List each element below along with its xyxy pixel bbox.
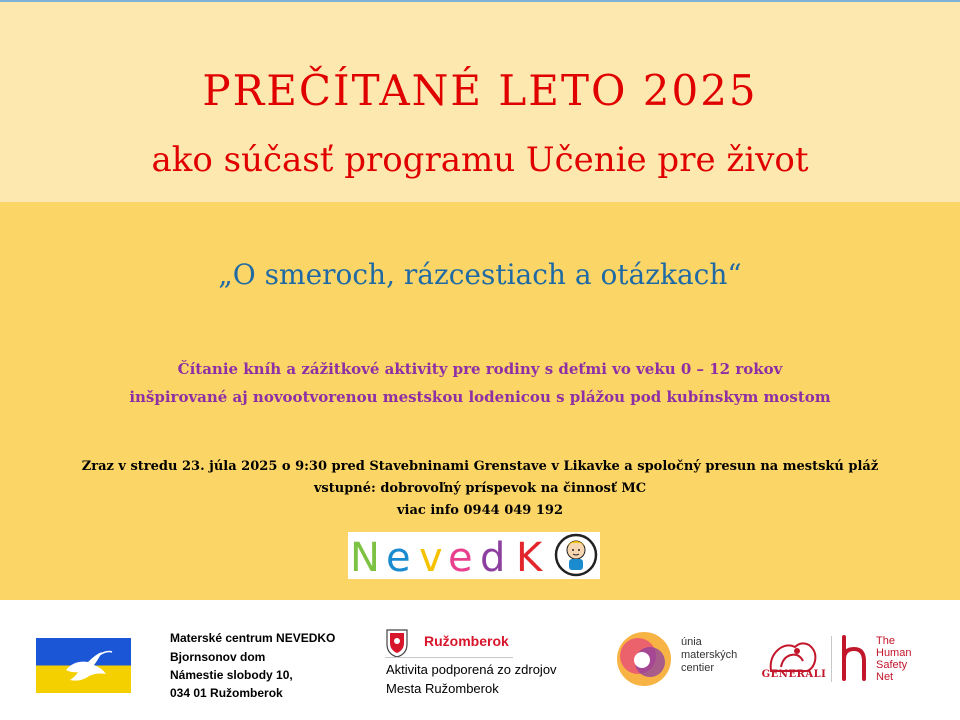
logo-letter-k: K: [516, 535, 543, 579]
address-line-2: Bjornsonov dom: [170, 650, 266, 664]
address-line-1: Materské centrum NEVEDKO: [170, 631, 336, 645]
unia-text-2: materských: [681, 649, 738, 661]
human-safety-net-icon: [838, 633, 870, 683]
logo-letter-v: v: [419, 535, 443, 579]
nevedko-child-icon: [556, 535, 596, 575]
event-theme-quote: „O smeroch, rázcestiach a otázkach“: [218, 258, 742, 291]
city-logo-label: Ružomberok: [424, 633, 509, 649]
meeting-info: Zraz v stredu 23. júla 2025 o 9:30 pred Stavebninami Grenstave v Likavke a spoločný presun na mestskú pláž: [81, 459, 879, 474]
ukraine-dove-flag-icon: [36, 638, 131, 693]
hsn-text-3: Safety: [876, 659, 908, 671]
ruzomberok-crest-icon: [385, 628, 409, 658]
description-line-2: inšpirované aj novootvorenou mestskou lodenicou s plážou pod kubínskym mostom: [129, 388, 831, 406]
nevedko-logo: [348, 532, 600, 579]
generali-divider: [831, 636, 832, 682]
city-logo-divider: [385, 657, 513, 658]
logo-letter-d: d: [480, 535, 506, 579]
hsn-text-4: Net: [876, 671, 894, 683]
unia-text-3: centier: [681, 662, 715, 674]
hsn-text-1: The: [876, 635, 895, 647]
contact-info: viac info 0944 049 192: [396, 503, 564, 518]
unia-circles-icon: [612, 630, 676, 688]
logo-letter-e1: e: [386, 535, 411, 579]
address-line-3: Námestie slobody 10,: [170, 668, 293, 682]
address-line-4: 034 01 Ružomberok: [170, 686, 283, 700]
page-subtitle: ako súčasť programu Učenie pre život: [151, 140, 809, 180]
logo-letter-n: N: [350, 535, 380, 579]
entry-fee-info: vstupné: dobrovoľný príspevok na činnosť MC: [313, 481, 647, 496]
page-title: PREČÍTANÉ LETO 2025: [202, 66, 758, 115]
hsn-text-2: Human: [876, 647, 912, 659]
generali-label: GENERALI: [761, 669, 827, 680]
logo-letter-e2: e: [448, 535, 473, 579]
support-line-1: Aktivita podporená zo zdrojov: [386, 662, 557, 677]
description-line-1: Čítanie kníh a zážitkové aktivity pre rodiny s deťmi vo veku 0 – 12 rokov: [177, 360, 783, 378]
unia-text-1: únia: [681, 636, 702, 648]
support-line-2: Mesta Ružomberok: [386, 681, 499, 696]
